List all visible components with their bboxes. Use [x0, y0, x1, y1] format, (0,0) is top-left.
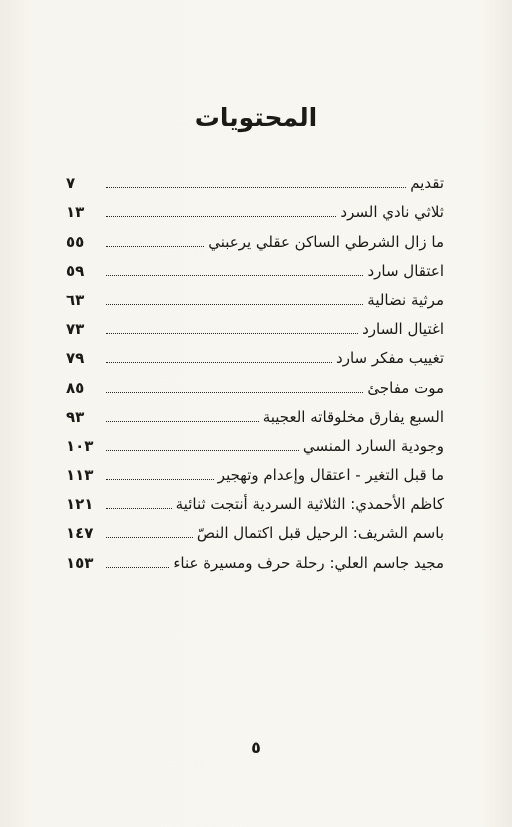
page-title: المحتويات	[194, 103, 318, 132]
toc-entry-title: مرثية نضالية	[367, 290, 444, 309]
toc-entry	[66, 311, 444, 340]
toc-entry-title: وجودية السارد المنسي	[302, 436, 444, 455]
dot-leader	[106, 187, 406, 188]
dot-leader	[106, 246, 204, 247]
toc-entry	[66, 515, 444, 544]
toc-entry-title: اغتيال السارد	[362, 320, 444, 339]
toc-entry-title: تقديم	[410, 174, 444, 193]
toc-entry	[66, 282, 444, 311]
toc-entry-page: ٨٥	[66, 378, 85, 397]
toc-entry-title: موت مفاجئ	[367, 378, 444, 397]
toc-entry	[66, 194, 444, 223]
page-number: ٥	[251, 738, 261, 757]
dot-leader	[106, 508, 172, 509]
toc-entry-page: ١٢١	[66, 495, 94, 514]
dot-leader	[106, 304, 363, 305]
dot-leader	[106, 333, 358, 334]
toc-entry-page: ٩٣	[66, 407, 85, 426]
toc-entry-title: باسم الشريف: الرحيل قبل اكتمال النصّ	[196, 524, 444, 543]
toc-entry	[66, 457, 444, 486]
toc-entry-page: ١٤٧	[66, 524, 94, 543]
toc-entry-page: ١٣	[66, 203, 85, 222]
toc-entry-title: اعتقال سارد	[367, 261, 444, 280]
dot-leader	[106, 216, 336, 217]
dot-leader	[106, 450, 299, 451]
dot-leader	[106, 479, 214, 480]
toc-entry-title: مجيد جاسم العلي: رحلة حرف ومسيرة عناء	[173, 553, 444, 572]
toc-entry-page: ١٥٣	[66, 553, 94, 572]
toc-entry	[66, 165, 444, 194]
toc-entry-page: ١٠٣	[66, 436, 94, 455]
toc-entry	[66, 253, 444, 282]
dot-leader	[106, 275, 363, 276]
toc-entry-title: ما قبل التغير - اعتقال وإعدام وتهجير	[217, 466, 444, 485]
toc-entry-title: السبع يفارق مخلوقاته العجيبة	[262, 407, 444, 426]
toc-entry-title: ما زال الشرطي الساكن عقلي يرعبني	[208, 232, 444, 251]
toc-entry-page: ٧٣	[66, 320, 85, 339]
toc-entry-page: ١١٣	[66, 466, 94, 485]
dot-leader	[106, 362, 332, 363]
toc-entry-title: تغييب مفكر سارد	[336, 349, 444, 368]
dot-leader	[106, 421, 259, 422]
toc-entry	[66, 544, 444, 573]
toc-entry-page: ٥٥	[66, 232, 85, 251]
toc-entry	[66, 369, 444, 398]
toc-entry	[66, 399, 444, 428]
toc-entry-page: ٧٩	[66, 349, 85, 368]
toc-entry-title: كاظم الأحمدي: الثلاثية السردية أنتجت ثنائية	[175, 495, 444, 514]
table-of-contents	[66, 165, 444, 574]
toc-entry-page: ٧	[66, 174, 76, 193]
toc-entry	[66, 223, 444, 252]
toc-entry-page: ٥٩	[66, 261, 85, 280]
toc-entry	[66, 486, 444, 515]
toc-entry-page: ٦٣	[66, 290, 85, 309]
toc-entry-title: ثلاثي نادي السرد	[340, 203, 444, 222]
toc-entry	[66, 428, 444, 457]
dot-leader	[106, 392, 363, 393]
dot-leader	[106, 537, 193, 538]
toc-entry	[66, 340, 444, 369]
dot-leader	[106, 567, 169, 568]
